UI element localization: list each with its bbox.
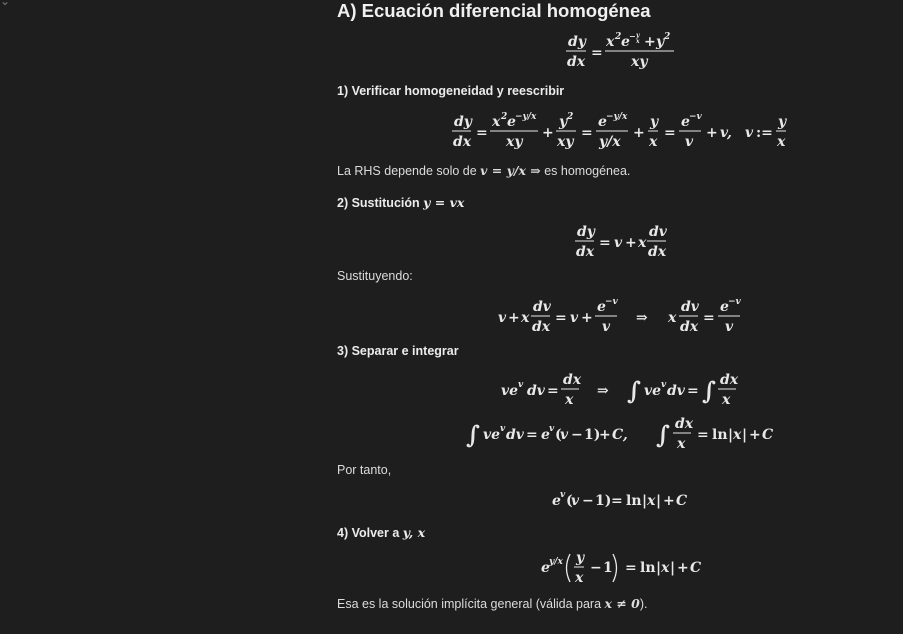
svg-text:∫: ∫ <box>656 420 670 449</box>
svg-text:xy: xy <box>631 54 648 70</box>
svg-text:e: e <box>552 493 561 509</box>
svg-text:1): 1) <box>595 493 612 509</box>
svg-text:=: = <box>526 427 538 443</box>
equation-substituted-svg <box>498 295 743 337</box>
svg-text:−: − <box>582 493 594 509</box>
step4-heading-math: y, x <box>402 525 426 540</box>
step1-text-math: v = y/x ⇒ <box>480 163 541 178</box>
svg-text:x: x <box>638 235 647 251</box>
svg-text:x: x <box>565 392 574 408</box>
svg-text:⇒: ⇒ <box>636 310 648 326</box>
svg-text:=: = <box>476 125 488 141</box>
svg-text:dx: dx <box>576 244 595 260</box>
svg-text:dx: dx <box>453 134 472 150</box>
equation-back-substitution-svg <box>541 548 706 590</box>
svg-text:=: = <box>611 493 623 509</box>
svg-text:y: y <box>559 114 568 130</box>
svg-text:ln: ln <box>626 493 642 509</box>
svg-text:+: + <box>508 310 520 326</box>
svg-text:e: e <box>597 299 606 315</box>
svg-text:C,: C, <box>612 427 628 443</box>
svg-text:+: + <box>599 427 611 443</box>
svg-text:dv: dv <box>667 383 685 399</box>
step4-text <box>337 596 647 611</box>
svg-text:+: + <box>625 235 637 251</box>
svg-text:−y/x: −y/x <box>515 112 537 122</box>
svg-text:dv: dv <box>506 427 524 443</box>
svg-text:−: − <box>629 31 636 41</box>
equation-result <box>552 482 692 518</box>
svg-text:v: v <box>661 380 667 390</box>
svg-text:|: | <box>656 493 662 509</box>
svg-text:dy: dy <box>568 34 586 50</box>
equation-separate-svg <box>501 368 741 410</box>
svg-text:+: + <box>633 125 645 141</box>
svg-text:(: ( <box>566 493 573 509</box>
svg-text:x: x <box>575 570 584 586</box>
svg-text:e: e <box>621 34 630 50</box>
step2-heading-text: 2) Sustitución <box>337 196 420 210</box>
svg-text:2: 2 <box>567 112 574 122</box>
svg-text:dx: dx <box>675 416 694 432</box>
svg-text:−y/x: −y/x <box>606 112 628 122</box>
svg-text:∫: ∫ <box>466 420 480 449</box>
svg-text:v: v <box>725 319 734 335</box>
equation-back-substitution <box>541 548 706 594</box>
svg-text:2: 2 <box>664 32 671 42</box>
svg-text:dx: dx <box>720 372 739 388</box>
svg-text:|: | <box>728 427 734 443</box>
svg-text:x: x <box>521 310 530 326</box>
step4-text-before: Esa es la solución implícita general (válida para <box>337 597 602 611</box>
chevron-down-icon[interactable]: ⌄ <box>0 0 11 8</box>
svg-text:⇒: ⇒ <box>597 383 609 399</box>
svg-text:=: = <box>547 383 559 399</box>
equation-separate <box>501 368 741 414</box>
svg-text:e: e <box>541 427 550 443</box>
svg-text:v,: v, <box>720 125 732 141</box>
svg-text:v: v <box>560 490 566 500</box>
svg-text:v: v <box>549 424 555 434</box>
svg-text:=: = <box>625 560 637 576</box>
svg-text:e: e <box>507 114 516 130</box>
svg-text:v: v <box>518 380 524 390</box>
equation-integrals-svg <box>466 412 776 454</box>
step1-text <box>337 163 630 178</box>
svg-text:∫: ∫ <box>702 376 716 405</box>
svg-text:v: v <box>570 310 579 326</box>
svg-text:−: − <box>571 427 583 443</box>
svg-text:e: e <box>598 114 607 130</box>
svg-text:−v: −v <box>605 297 618 307</box>
svg-text:+: + <box>677 560 689 576</box>
svg-text:−v: −v <box>689 112 702 122</box>
svg-text:v: v <box>498 310 507 326</box>
svg-text:=: = <box>581 125 593 141</box>
svg-text:v: v <box>745 125 754 141</box>
svg-text:dv: dv <box>527 383 545 399</box>
equation-integrals <box>466 412 776 458</box>
svg-text:=: = <box>591 45 603 61</box>
svg-text:ve: ve <box>644 383 662 399</box>
svg-text:xy: xy <box>557 134 574 150</box>
svg-text:ve: ve <box>483 427 501 443</box>
svg-text:y/x: y/x <box>549 557 563 567</box>
svg-text:+: + <box>581 310 593 326</box>
page-title: A) Ecuación diferencial homogénea <box>337 0 651 21</box>
svg-text:v: v <box>500 424 506 434</box>
svg-text:dx: dx <box>563 372 582 388</box>
svg-text:|: | <box>742 427 748 443</box>
equation-substitution-svg <box>575 220 670 262</box>
svg-text:=: = <box>664 125 676 141</box>
svg-text:dx: dx <box>567 54 586 70</box>
svg-text:x: x <box>668 310 677 326</box>
svg-text:e: e <box>541 560 550 576</box>
svg-text:+: + <box>644 34 656 50</box>
svg-text:ve: ve <box>501 383 519 399</box>
equation-rewrite <box>452 110 797 156</box>
svg-text:y: y <box>576 550 585 566</box>
svg-text:dv: dv <box>681 299 699 315</box>
svg-text:x: x <box>722 392 731 408</box>
step3-text: Por tanto, <box>337 463 392 477</box>
step2-text: Sustituyendo: <box>337 269 413 283</box>
equation-rewrite-svg <box>452 110 797 152</box>
svg-text:y: y <box>778 114 787 130</box>
svg-text:|: | <box>656 560 662 576</box>
svg-text:x: x <box>677 436 686 452</box>
svg-text:x: x <box>661 560 670 576</box>
svg-text:dv: dv <box>533 299 551 315</box>
step4-heading-text: 4) Volver a <box>337 526 400 540</box>
svg-text:|: | <box>642 493 648 509</box>
svg-text:+: + <box>542 125 554 141</box>
svg-text:C: C <box>676 493 688 509</box>
svg-text:1: 1 <box>603 560 613 576</box>
step2-heading <box>337 195 464 210</box>
svg-text:v: v <box>602 319 611 335</box>
equation-substitution <box>575 220 670 266</box>
svg-text:dv: dv <box>649 224 667 240</box>
svg-text:e: e <box>681 114 690 130</box>
svg-text:C: C <box>762 427 774 443</box>
svg-text:2: 2 <box>615 32 622 42</box>
equation-result-svg <box>552 482 692 514</box>
svg-text:+: + <box>663 493 675 509</box>
svg-text:y/x: y/x <box>599 134 621 150</box>
equation-main-svg <box>564 30 679 72</box>
svg-text:=: = <box>555 310 567 326</box>
step1-heading: 1) Verificar homogeneidad y reescribir <box>337 84 565 98</box>
step4-text-math: x ≠ 0 <box>604 596 640 611</box>
svg-text:x: x <box>649 134 658 150</box>
step4-heading <box>337 525 425 540</box>
equation-main <box>564 30 679 76</box>
svg-text:+: + <box>706 125 718 141</box>
step3-heading: 3) Separar e integrar <box>337 344 459 358</box>
svg-text:y: y <box>636 32 640 39</box>
svg-text:−: − <box>590 560 602 576</box>
svg-text:x: x <box>777 134 786 150</box>
step1-text-after: es homogénea. <box>544 164 631 178</box>
svg-text:=: = <box>703 310 715 326</box>
left-gutter <box>0 0 11 634</box>
step4-text-after: ). <box>639 597 648 611</box>
svg-text:v: v <box>560 427 569 443</box>
svg-text:dx: dx <box>532 319 551 335</box>
svg-text:x: x <box>636 38 640 45</box>
svg-text:v: v <box>614 235 623 251</box>
step1-text-before: La RHS depende solo de <box>337 164 477 178</box>
svg-text:x: x <box>606 34 615 50</box>
svg-text:2: 2 <box>501 112 508 122</box>
svg-text:−v: −v <box>728 297 741 307</box>
svg-text:y: y <box>650 114 659 130</box>
svg-text:x: x <box>733 427 742 443</box>
svg-text:(: ( <box>555 427 562 443</box>
svg-text:=: = <box>687 383 699 399</box>
svg-text:=: = <box>599 235 611 251</box>
svg-text:e: e <box>720 299 729 315</box>
svg-text:C: C <box>690 560 702 576</box>
svg-text:dx: dx <box>648 244 667 260</box>
svg-text:x: x <box>492 114 501 130</box>
svg-text:+: + <box>749 427 761 443</box>
svg-text:ln: ln <box>640 560 656 576</box>
svg-text:dx: dx <box>680 319 699 335</box>
svg-text:xy: xy <box>506 134 523 150</box>
equation-substituted <box>498 295 743 341</box>
svg-text::=: := <box>756 125 773 141</box>
svg-text:=: = <box>697 427 709 443</box>
svg-text:y: y <box>656 34 665 50</box>
svg-text:1): 1) <box>584 427 601 443</box>
svg-text:dy: dy <box>454 114 472 130</box>
svg-text:x: x <box>647 493 656 509</box>
svg-text:v: v <box>685 134 694 150</box>
svg-text:|: | <box>670 560 676 576</box>
svg-text:dy: dy <box>577 224 595 240</box>
svg-text:v: v <box>571 493 580 509</box>
svg-text:ln: ln <box>712 427 728 443</box>
step2-heading-math: y = vx <box>423 195 465 210</box>
svg-text:∫: ∫ <box>627 376 641 405</box>
